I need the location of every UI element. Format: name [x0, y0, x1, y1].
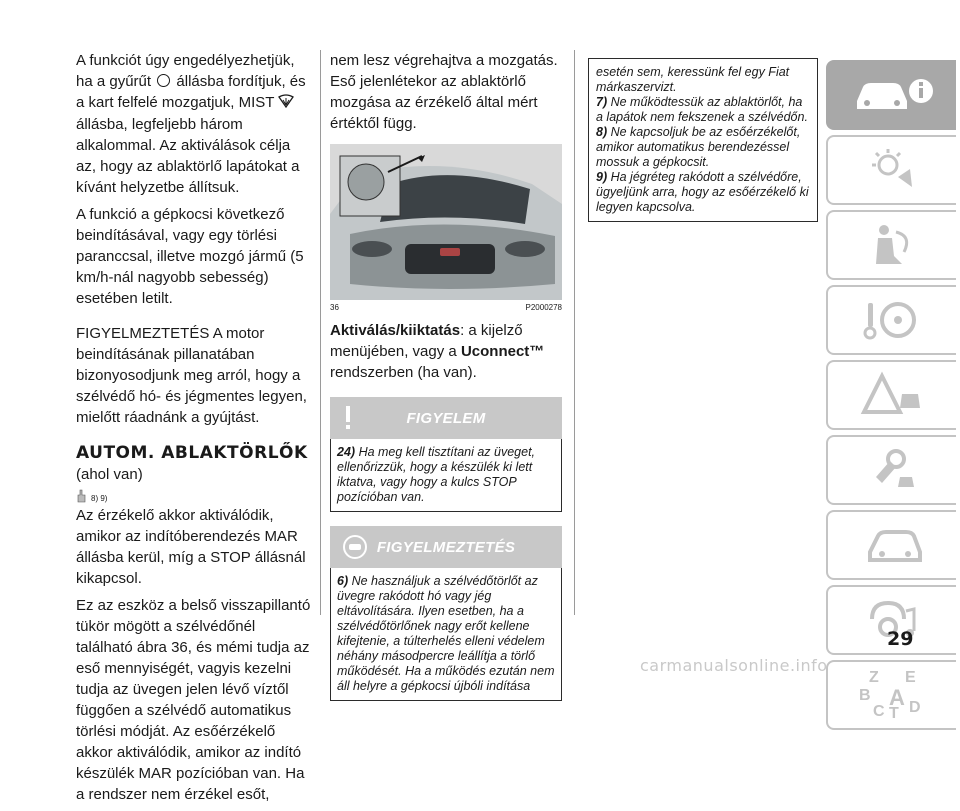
ring-position-icon — [157, 74, 170, 87]
paragraph-continuation: nem lesz végrehajtva a mozgatás. Eső jelenlétekor az ablaktörlő mozgása az érzékelő által mért értéktől függ. — [330, 52, 558, 132]
caution-item-7: 7) Ne működtessük az ablaktörlőt, ha a lapátok nem fekszenek a szélvédőn. — [596, 95, 808, 124]
index-abc-icon: Z E B A C D T — [859, 669, 921, 722]
column-1 — [76, 50, 313, 811]
dashboard-lights-icon — [862, 147, 922, 193]
paragraph-disable: A funkció a gépkocsi következő beindításával, vagy egy törlési paranccsal, illetve mozgó jármű (5 km/h-nál nagyobb sebesség) esetében letilt. — [76, 206, 304, 307]
hand-pointer-icon — [76, 489, 87, 503]
tab-index[interactable] — [826, 660, 956, 730]
paragraph-sensor-activation: Az érzékelő akkor aktiválódik, amikor az indítóberendezés MAR állásba kerül, míg a STOP állásnál kikapcsol. — [76, 507, 306, 587]
tab-car-info[interactable] — [826, 60, 956, 130]
car-caution-icon — [340, 533, 370, 561]
paragraph-activation: A funkciót úgy engedélyezhetjük, ha a gyűrűt állásba fordítjuk, és a kart felfelé mozgatjuk, MIST állásba, legfeljebb három alkalommal. Az aktiválások célja az, hogy az ablaktörlő lapátokat a kívánt helyzetbe állítsuk. — [76, 52, 306, 196]
caution-text: 6) Ne használjuk a szélvédőtörlőt az üvegre rakódott hó vagy jég eltávolítására. Ilyen esetben, ha a szélvédőtörlőnek nagy erőt kellene kifejtenie, a túlterhelés elleni védelem néhány másodpercre leállítja a törlő működését. Ha a működés ezután nem áll helyre a gépkocsi újbóli indítása — [330, 568, 562, 701]
warning-box-figyelem — [330, 397, 562, 512]
figure-code: P2000278 — [525, 303, 562, 312]
continued-caution-box — [588, 58, 818, 222]
exclamation-icon — [340, 404, 356, 432]
mist-wiper-icon — [278, 93, 294, 114]
figure-car-rain-sensor — [330, 144, 562, 300]
footer-watermark: carmanualsonline.info — [640, 656, 828, 675]
figure-number: 36 — [330, 303, 339, 312]
safety-airbag-icon — [864, 222, 920, 268]
tab-emergency[interactable] — [826, 360, 956, 430]
warning-box-figyelmeztetes — [330, 526, 562, 701]
caution-item-9: 9) Ha jégréteg rakódott a szélvédőre, ügyeljünk arra, hogy az esőérzékelő ki legyen kapcsolva. — [596, 170, 809, 214]
tab-technical-data[interactable] — [826, 510, 956, 580]
warning-text: 24) Ha meg kell tisztítani az üveget, ellenőrizzük, hogy a készülék ki lett iktatva, vagy hogy a kulcs STOP pozícióban van. — [330, 439, 562, 512]
paragraph-warning: FIGYELMEZTETÉS A motor beindításának pillanatában bizonyosodjunk meg arról, hogy a szélvédő hó- és jégmentes legyen, mielőtt ráadnánk a gyújtást. — [76, 325, 307, 426]
paragraph-activation-menu: Aktiválás/kiiktatás: a kijelző menüjében, vagy a Uconnect™ rendszerben (ha van). — [330, 322, 545, 381]
page-number: 29 — [887, 628, 914, 650]
figure-caption — [330, 302, 562, 314]
warning-triangle-icon — [862, 372, 922, 418]
maintenance-wrench-icon — [862, 447, 922, 493]
reference-markers — [76, 485, 313, 503]
column-2 — [330, 50, 562, 701]
column-separator — [320, 50, 321, 615]
tab-dashboard[interactable] — [826, 135, 956, 205]
steering-key-icon — [862, 297, 922, 343]
warning-title: FIGYELEM — [406, 409, 486, 427]
section-title: AUTOM. ABLAKTÖRLŐK — [76, 443, 308, 463]
caution-item-8: 8) Ne kapcsoljuk be az esőérzékelőt, amikor automatikus berendezéssel mossuk a gépkocsit. — [596, 125, 801, 169]
section-subtitle: (ahol van) — [76, 466, 143, 483]
caution-header — [330, 526, 562, 568]
reference-numbers: 8) 9) — [91, 494, 108, 503]
paragraph-sensor-location: Ez az eszköz a belső visszapillantó tükör mögött a szélvédőnél található ábra 36, és mémi tudja az eső mennyiségét, vagyis kezelni tudja az üvegen jelen lévő víztől függően a szélvédő automatikus törlési módját. Az esőérzékelő akkor aktiválódik, amikor az indító készülék MAR pozícióban van. Ha a rendszer nem érzékel esőt, — [76, 597, 311, 803]
tab-maintenance[interactable] — [826, 435, 956, 505]
car-info-icon — [849, 75, 935, 115]
caution-continuation: esetén sem, keressünk fel egy Fiat márkaszervizt. — [596, 65, 790, 94]
caution-title: FIGYELMEZTETÉS — [376, 538, 516, 556]
warning-header — [330, 397, 562, 439]
tab-starting-driving[interactable] — [826, 285, 956, 355]
tab-safety[interactable] — [826, 210, 956, 280]
column-separator-2 — [574, 50, 575, 615]
specs-icon — [862, 522, 922, 568]
car-front-illustration — [330, 144, 562, 300]
